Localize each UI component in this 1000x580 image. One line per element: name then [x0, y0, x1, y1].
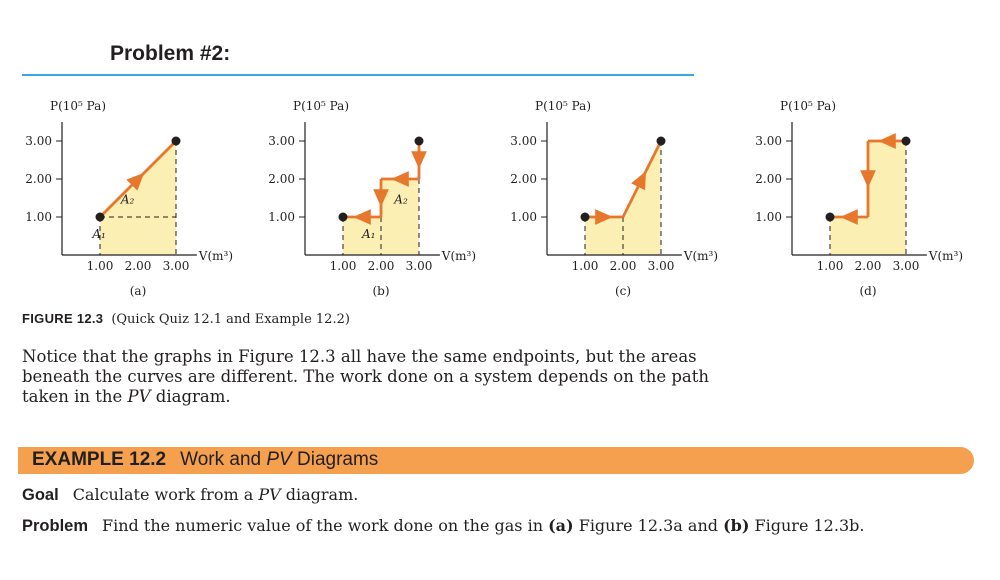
goal-label: Goal: [22, 486, 59, 504]
goal-text-end: diagram.: [280, 485, 359, 504]
v-axis-title-0: V(m³): [198, 249, 234, 263]
example-title-pv: PV: [266, 449, 292, 470]
p-tick-label-2-1: 2.00: [510, 172, 537, 186]
p-axis-title-1: P(10⁵ Pa): [293, 99, 350, 113]
v-tick-label-0-2: 3.00: [162, 259, 190, 273]
heading-divider: [22, 74, 694, 76]
goal-row: [22, 485, 358, 505]
v-tick-label-3-0: 1.00: [816, 259, 844, 273]
panel-label-1: (b): [372, 284, 390, 298]
paragraph-pv-term: PV: [127, 387, 151, 406]
panel-label-2: (c): [614, 284, 632, 298]
problem-row: [22, 516, 864, 536]
area-label-1-1: A₂: [394, 192, 408, 207]
endpoint-3-0: [902, 137, 911, 146]
endpoint-0-1: [172, 137, 181, 146]
endpoint-2-1: [657, 137, 666, 146]
v-tick-label-2-0: 1.00: [571, 259, 599, 273]
endpoint-3-1: [826, 213, 835, 222]
v-tick-label-2-1: 2.00: [609, 259, 637, 273]
v-axis-title-1: V(m³): [441, 249, 477, 263]
body-paragraph: [22, 347, 722, 407]
v-axis-title-3: V(m³): [928, 249, 964, 263]
pv-diagrams-figure: [0, 80, 1000, 310]
paragraph-line-3-start: taken in the: [22, 387, 128, 406]
problem-part-b: (b): [723, 516, 750, 535]
figure-caption-text: (Quick Quiz 12.1 and Example 12.2): [111, 312, 350, 327]
figure-caption: [22, 311, 350, 327]
example-title: [32, 449, 378, 471]
p-tick-label-0-0: 1.00: [25, 210, 52, 224]
problem-text-1: Find the numeric value of the work done on the gas in: [102, 516, 549, 535]
v-tick-label-3-1: 2.00: [854, 259, 882, 273]
p-tick-label-3-0: 1.00: [755, 210, 782, 224]
example-title-end: Diagrams: [291, 449, 379, 470]
v-tick-label-3-2: 3.00: [892, 259, 920, 273]
panel-label-3: (d): [859, 284, 877, 298]
endpoint-1-0: [415, 137, 424, 146]
area-label-0-0: A₁: [92, 226, 106, 241]
p-axis-title-3: P(10⁵ Pa): [780, 99, 837, 113]
endpoint-2-0: [581, 213, 590, 222]
problem-text-3: Figure 12.3b.: [749, 516, 865, 535]
p-axis-title-2: P(10⁵ Pa): [535, 99, 592, 113]
v-tick-label-1-1: 2.00: [367, 259, 395, 273]
goal-pv-term: PV: [258, 485, 281, 504]
area-label-1-0: A₁: [362, 226, 376, 241]
p-axis-title-0: P(10⁵ Pa): [50, 99, 107, 113]
p-tick-label-0-1: 2.00: [25, 172, 52, 186]
p-tick-label-1-2: 3.00: [268, 134, 295, 148]
v-tick-label-1-0: 1.00: [329, 259, 357, 273]
goal-text-start: Calculate work from a: [72, 485, 259, 504]
paragraph-line-3: [22, 387, 722, 407]
figure-label: FIGURE 12.3: [22, 311, 104, 326]
endpoint-0-0: [96, 213, 105, 222]
problem-text-2: Figure 12.3a and: [573, 516, 724, 535]
p-tick-label-1-1: 2.00: [268, 172, 295, 186]
problem-part-a: (a): [548, 516, 574, 535]
path-arrow-2-1: [641, 178, 642, 181]
problem-label: Problem: [22, 517, 89, 535]
example-number: EXAMPLE 12.2: [32, 449, 167, 470]
paragraph-line-2: beneath the curves are different. The work done on a system depends on the path: [22, 367, 710, 386]
endpoint-1-1: [339, 213, 348, 222]
v-tick-label-1-2: 3.00: [405, 259, 433, 273]
example-title-start: Work and: [180, 449, 267, 470]
v-tick-label-2-2: 3.00: [647, 259, 675, 273]
paragraph-line-1: Notice that the graphs in Figure 12.3 all have the same endpoints, but the areas: [22, 347, 697, 366]
v-axis-title-2: V(m³): [683, 249, 719, 263]
path-arrow-0-0: [137, 178, 139, 180]
p-tick-label-2-0: 1.00: [510, 210, 537, 224]
area-fill-0: [100, 141, 176, 255]
p-tick-label-0-2: 3.00: [25, 134, 52, 148]
v-tick-label-0-0: 1.00: [86, 259, 114, 273]
p-tick-label-3-1: 2.00: [755, 172, 782, 186]
v-tick-label-0-1: 2.00: [124, 259, 152, 273]
area-label-0-1: A₂: [120, 192, 135, 207]
p-tick-label-1-0: 1.00: [268, 210, 295, 224]
problem-heading: Problem #2:: [110, 42, 231, 65]
p-tick-label-3-2: 3.00: [755, 134, 782, 148]
p-tick-label-2-2: 3.00: [510, 134, 537, 148]
panel-label-0: (a): [129, 284, 147, 298]
paragraph-line-3-end: diagram.: [150, 387, 231, 406]
